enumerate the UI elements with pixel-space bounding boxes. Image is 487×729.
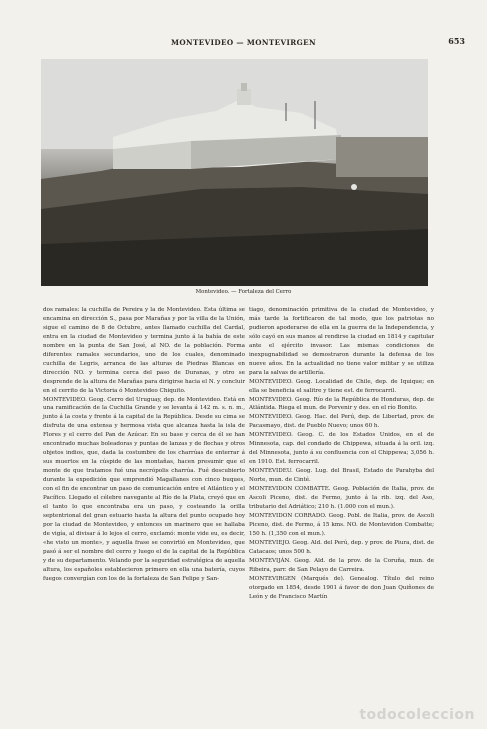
- paragraph-fortaleza: tiago, denominación primitiva de la ciudad de Montevideo, y más tarde la fortificaron de tal modo, que los patriotas no pudieron apoderarse de ella en la guerra de la Independencia, y sólo cayó en sus manos al rendirse la ciudad en 1814 y capitular ante el ejército invasor. Las mismas condiciones de inexpugnabilidad se demostraron durante la defensa de los nueve años. En la actualidad no tiene valor militar y se utiliza para la salvas de artillería.: [249, 307, 434, 376]
- figure-caption: Montevideo. — Fortaleza del Cerro: [195, 289, 292, 295]
- entry-montevideo-chile: MONTEVIDEO. Geog. Localidad de Chile, dep. de Iquique; en ella se beneficia el salitre y tiene est. de ferrocarril.: [249, 378, 434, 394]
- right-column: [249, 306, 434, 601]
- paragraph-cuchilla: dos ramales: la cuchilla de Pereira y la de Montevideo. Esta última se encamina en dirección S., pasa por Marañas y por la villa de la Unión, sigue el camino de 8 de Octubre, antes llamado cuchilla del Cardal, entra en la ciudad de Montevideo y termina junto á la bahía de este nombre en la punta de San José, al NO. de la población. Forma diferentes ramales secundarios, uno de los cuales, denominado cuchilla de Legris, arranca de las alturas de Piedras Blancas en dirección NO. y termina cerca del paso de Duranas, y otro se desprende de la altura de Marañas para dirigirse hacia el N. y concluir en el cerrito de la Victoria ó Montevideo Chiquito.: [43, 307, 245, 394]
- entry-montevideo-peru: MONTEVIDEO. Geog. Hac. del Perú, dep. de Libertad, prov. de Pacasmayo, dist. de Pueblo Nuevo; unos 60 h.: [249, 414, 434, 430]
- entry-montevideo-honduras: MONTEVIDEO. Geog. Río de la República de Honduras, dep. de Atlántida. Riega el mun. de Porvenir y des. en el río Bonito.: [249, 396, 434, 412]
- watermark-logo: todocoleccion: [359, 707, 475, 723]
- entry-montevijan: MONTEVIJÁN. Geog. Ald. de la prov. de la Coruña, mun. de Ribeira, parr. de San Pelayo de Carreira.: [249, 557, 434, 573]
- entry-montevideo-cerro: MONTEVIDEO. Geog. Cerro del Uruguay, dep. de Montevideo. Está en una ramificación de la Cuchilla Grande y se levanta á 142 m. s. n. m., junto á la costa y frente á la capital de la República. Desde su cima se disfruta de una extensa y hermosa vista que alcanza hasta la isla de Flores y el cerro del Pan de Azúcar. En su base y cerca de él se han encontrado muchas boleadoras y puntas de lanzas y de flechas y otros objetos indios, que, dada la costumbre de los charrúas de enterrar á sus muertos en la cúspide de las montañas, hacen presumir que el monte de que tratamos fué una necrópolis charrúa. Fué descubierto durante la expedición que emprendió Magallanes con cinco buques, con el fin de encontrar un paso de comunicación entre el Atlántico y el Pacífico. Llegado el célebre navegante al Río de la Plata, creyó que en el tanto lo que encontraba era un paso, y costeando la orilla septentrional del gran estuario hasta la altura del punto ocupado hoy por la ciudad de Montevideo, y entonces un marinero que se hallaba de vigía, al divisar á lo lejos el cerro, exclamó: monte vide eu, es decir, «he visto un monte», y aquella frase se convirtió en Montevideo, que pasó á ser el nombre del cerro y luego el de la capital de la República y de su departamento. Velando por la seguridad estratégica de aquella altura, los españoles establecieron primero en ella una batería, cuyos fuegos convergían con los de la fortaleza de San Felipe y San-: [43, 396, 245, 582]
- page-number: 653: [448, 36, 465, 46]
- left-column: [43, 306, 245, 584]
- fortress-photograph: [41, 59, 428, 286]
- running-header: MONTEVIDEO — MONTEVIRGEN: [170, 38, 317, 47]
- entry-montevideu: MONTEVIDEU. Geog. Lug. del Brasil, Estado de Parahyba del Norte, mun. de Cinté.: [249, 468, 434, 484]
- entry-montevidon-combatte: MONTEVIDON COMBATTE. Geog. Población de Italia, prov. de Ascoli Piceno, dist. de Fermo, junto á la rib. izq. del Aso, tributario del Adriático; 210 h. (1.000 con el mun.).: [249, 486, 434, 510]
- entry-monteviejo: MONTEVIEJO. Geog. Ald. del Perú, dep. y prov. de Piura, dist. de Catacaos; unos 500 h.: [249, 539, 434, 555]
- entry-montevidon-corrado: MONTEVIDON CORRADO. Geog. Pobl. de Italia, prov. de Ascoli Piceno, dist. de Fermo, á 15 kms. NO. de Montevidon Combatte; 150 h. (1,350 con el mun.).: [249, 512, 434, 537]
- fortress-illustration: [41, 59, 428, 286]
- entry-montevideo-minnesota: MONTEVIDEO. Geog. C. de los Estados Unidos, en el de Minnesota, cap. del condado de Chippewa, situada á la oril. izq. del Minnesota, junto á su confluencia con el Chippewa; 3,056 h. en 1910. Est. ferrocarril.: [249, 432, 434, 466]
- entry-montevirgen: MONTEVIRGEN (Marqués de). Genealog. Título del reino otorgado en 1854, desde 1901 á favor de don Juan Quiñones de León y de Francisco Martín: [249, 575, 434, 600]
